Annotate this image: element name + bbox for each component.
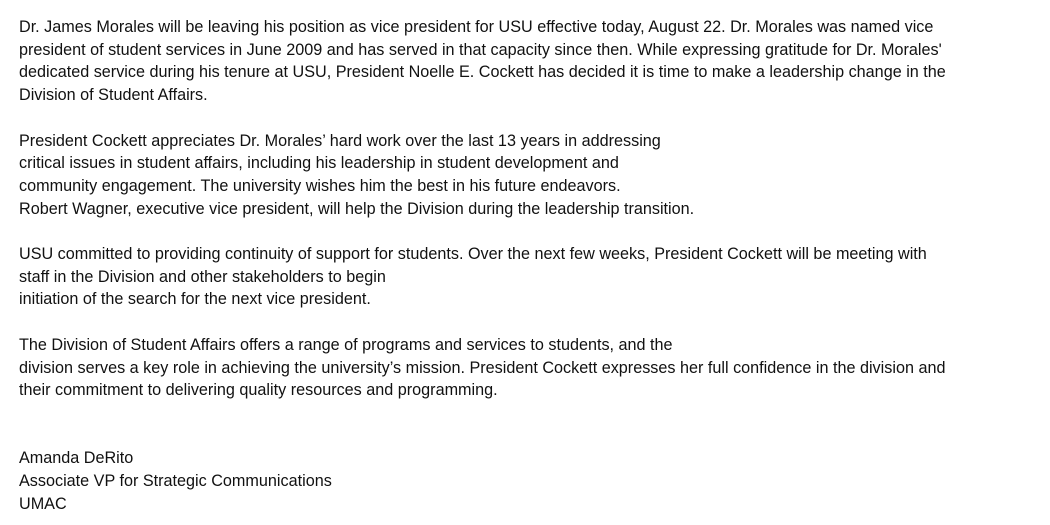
text-line: Division of Student Affairs. — [19, 86, 208, 105]
signature-name: Amanda DeRito — [19, 449, 134, 468]
text-line: division serves a key role in achieving the university’s mission. President Cockett expresses her full confidence in the division and — [19, 358, 946, 377]
signature-title: Associate VP for Strategic Communications — [19, 472, 332, 490]
text-line: their commitment to delivering quality resources and programming. — [19, 381, 498, 400]
signature-org: UMAC — [19, 494, 67, 513]
text-line: initiation of the search for the next vice president. — [19, 290, 371, 309]
announcement-document — [19, 16, 1039, 515]
text-line: staff in the Division and other stakeholders to begin — [19, 267, 386, 286]
paragraph-division — [19, 334, 1039, 402]
text-line: Robert Wagner, executive vice president, will help the Division during the leadership transition. — [19, 199, 695, 218]
text-line: dedicated service during his tenure at USU, President Noelle E. Cockett has decided it is time to make a leadership change in the — [19, 63, 946, 82]
text-line: president of student services in June 2009 and has served in that capacity since then. While expressing gratitude for Dr. Morales' — [19, 40, 942, 59]
text-line: community engagement. The university wishes him the best in his future endeavors. — [19, 176, 621, 195]
text-line: President Cockett appreciates Dr. Morales’ hard work over the last 13 years in addressing — [19, 131, 661, 150]
text-line: USU committed to providing continuity of support for students. Over the next few weeks, President Cockett will be meeting with — [19, 245, 927, 263]
text-line: The Division of Student Affairs offers a range of programs and services to students, and the — [19, 335, 673, 354]
signature-block — [19, 447, 1039, 515]
paragraph-departure — [19, 16, 1039, 107]
text-line: Dr. James Morales will be leaving his position as vice president for USU effective today, August 22. Dr. Morales was named vice — [19, 18, 934, 36]
text-line: critical issues in student affairs, including his leadership in student development and — [19, 154, 619, 173]
paragraph-appreciation — [19, 130, 1039, 221]
paragraph-continuity — [19, 243, 1039, 311]
